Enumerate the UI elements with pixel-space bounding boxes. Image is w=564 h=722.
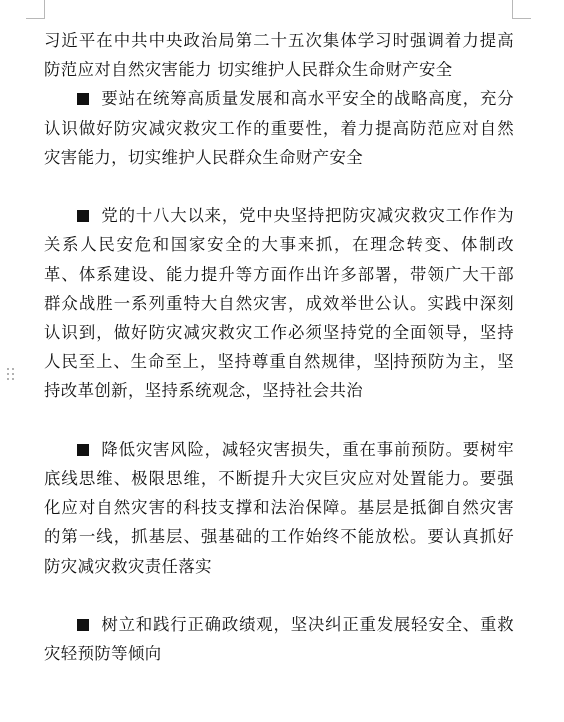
square-bullet-icon xyxy=(77,93,89,105)
document-body[interactable] xyxy=(44,26,514,668)
paragraph-3 xyxy=(44,435,514,581)
paragraph-4-text: 树立和践行正确政绩观，坚决纠正重发展轻安全、重救灾轻预防等倾向 xyxy=(44,615,514,664)
paragraph-1-text: 要站在统筹高质量发展和高水平安全的战略高度，充分认识做好防灾减灾救灾工作的重要性，着力提高防范应对自然灾害能力，切实维护人民群众生命财产安全 xyxy=(44,89,514,167)
square-bullet-icon xyxy=(77,210,89,222)
blank-line xyxy=(44,172,514,201)
paragraph-2-text-after-cursor: 持预防为主，坚持改革创新，坚持系统观念，坚持社会共治 xyxy=(44,352,514,401)
margin-corner-top-left xyxy=(26,0,45,19)
document-title: 习近平在中共中央政治局第二十五次集体学习时强调着力提高防范应对自然灾害能力 切实维护人民群众生命财产安全 xyxy=(44,31,514,80)
drag-handle-icon[interactable] xyxy=(7,368,17,382)
blank-line xyxy=(44,406,514,435)
paragraph-4 xyxy=(44,610,514,668)
blank-line xyxy=(44,581,514,610)
square-bullet-icon xyxy=(77,444,89,456)
square-bullet-icon xyxy=(77,619,89,631)
paragraph-2 xyxy=(44,201,514,405)
paragraph-1 xyxy=(44,84,514,172)
margin-corner-top-right xyxy=(512,0,531,19)
paragraph-3-text: 降低灾害风险，减轻灾害损失，重在事前预防。要树牢底线思维、极限思维，不断提升大灾巨灾应对处置能力。要强化应对自然灾害的科技支撑和法治保障。基层是抵御自然灾害的第一线，抓基层、强基础的工作始终不能放松。要认真抓好防灾减灾救灾责任落实 xyxy=(44,439,514,576)
paragraph-2-text-before-cursor: 党的十八大以来，党中央坚持把防灾减灾救灾工作作为关系人民安危和国家安全的大事来抓，在理念转变、体制改革、体系建设、能力提升等方面作出许多部署，带领广大干部群众战胜一系列重特大自然灾害，成效举世公认。实践中深刻认识到，做好防灾减灾救灾工作必须坚持党的全面领导，坚持人民至上、生命至上，坚持尊重自然规律，坚 xyxy=(44,206,514,372)
